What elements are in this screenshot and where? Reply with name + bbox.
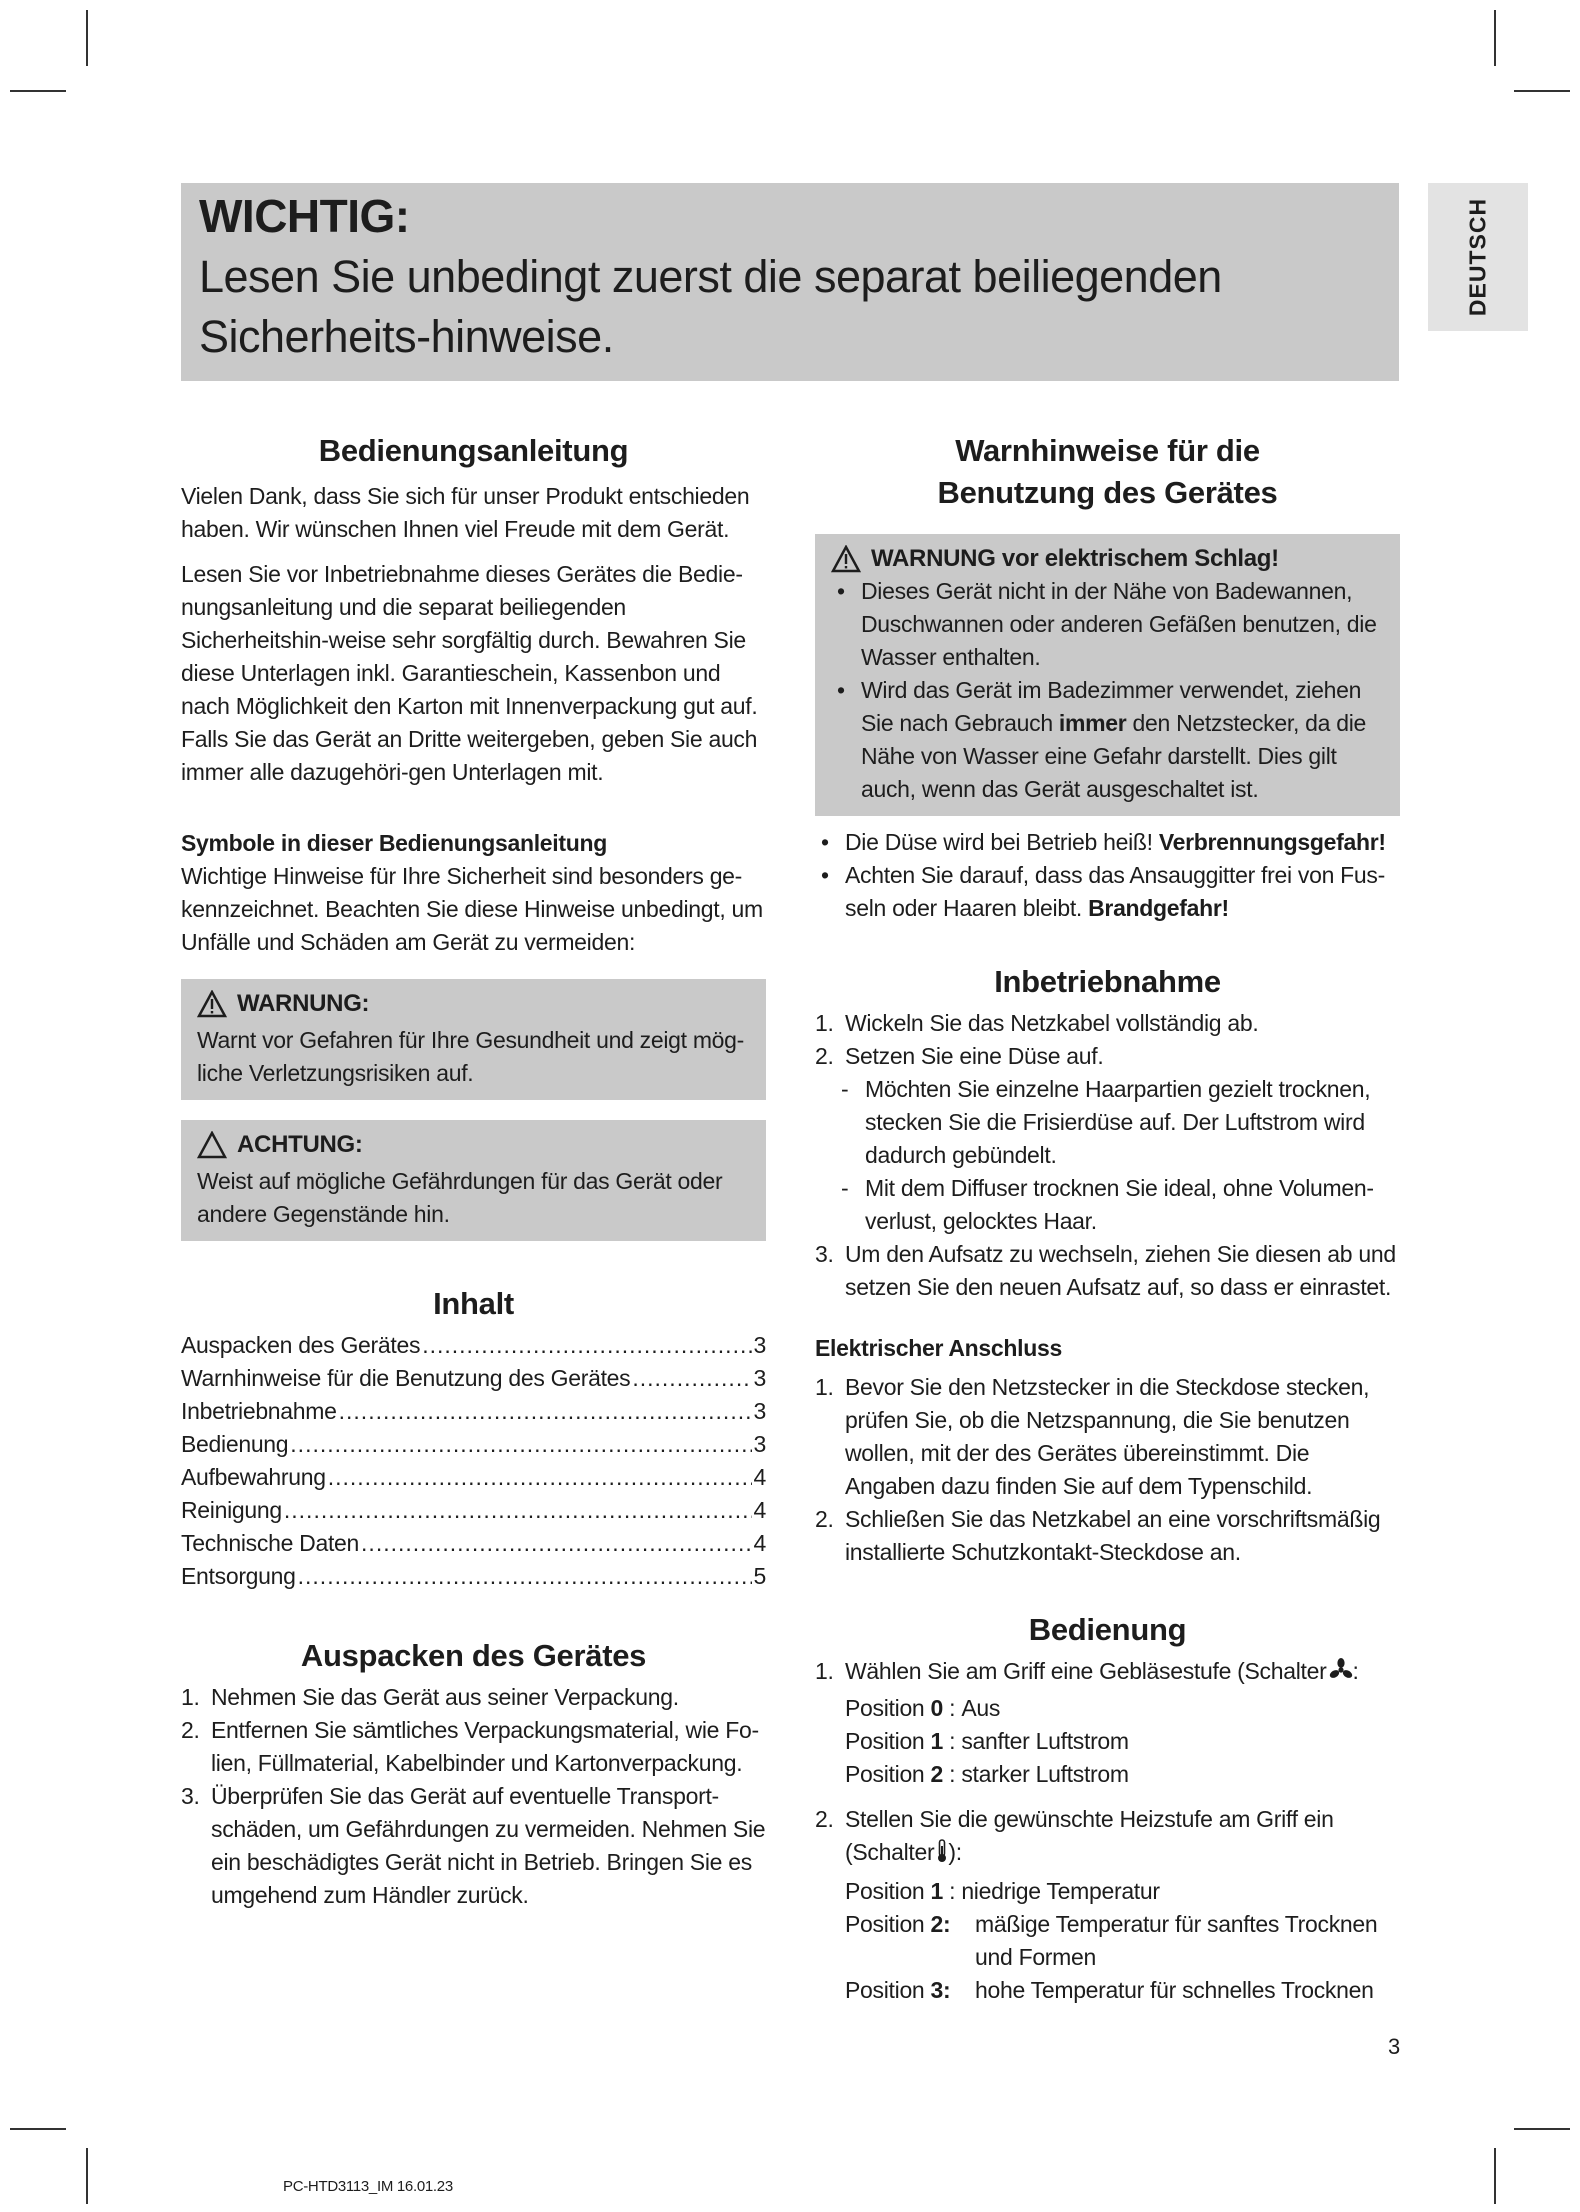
contents-title: Inhalt [433,1286,514,1321]
step-text: Setzen Sie eine Düse auf. [845,1043,1104,1069]
warning-box [181,979,766,1100]
toc-page: 3 [753,1332,766,1358]
position-description: Aus [961,1695,1001,1721]
step-number: 1. [815,1658,834,1684]
toc-label: Inbetriebnahme [181,1398,337,1424]
list-item [815,859,1400,925]
fan-icon [1329,1658,1353,1682]
crop-mark [1514,2128,1570,2130]
toc-label: Aufbewahrung [181,1464,326,1490]
list-item [815,826,1400,859]
step-text: Bevor Sie den Netzstecker in die Steckdose stecken, prüfen Sie, ob die Netzspannung, die Sie benutzen wollen, mit der des Gerätes übereinstimmt. Die Angaben dazu finden Sie auf dem Typenschild. [845,1374,1370,1499]
toc-label: Auspacken des Gerätes [181,1332,421,1358]
warnings-title-line-2: Benutzung des Gerätes [937,475,1278,510]
position-word: Position [845,1911,925,1937]
list-item [815,1172,1400,1238]
toc-page: 3 [753,1431,766,1457]
toc-entry[interactable] [181,1428,766,1461]
bullet-text: Achten Sie darauf, dass das Ansauggitter frei von Fus-seln oder Haaren bleibt. [845,862,1385,921]
heat-positions [815,1875,1400,2007]
heat-position-row [845,1908,1400,1974]
step-number: 2. [815,1806,834,1832]
unpack-title: Auspacken des Gerätes [300,1638,647,1673]
step-number: 1. [815,1374,834,1400]
toc-label: Reinigung [181,1497,282,1523]
language-tab-label: DEUTSCH [1464,197,1491,317]
toc-entry[interactable] [181,1461,766,1494]
thermometer-icon [936,1839,948,1863]
step-number: 3. [181,1783,200,1809]
startup-steps [815,1007,1400,1073]
step-text: Schließen Sie das Netzkabel an eine vorschriftsmäßig installierte Schutzkontakt-Steckdose an. [845,1506,1381,1565]
list-item [181,1714,766,1780]
list-item [815,1503,1400,1569]
list-item [815,1040,1400,1073]
electric-steps [815,1371,1400,1569]
important-banner [181,183,1399,381]
page-number: 3 [1388,2034,1401,2059]
manual-title: Bedienungsanleitung [318,433,629,468]
toc-page: 3 [753,1398,766,1424]
crop-mark [1494,2148,1496,2204]
position-value: 2 [930,1761,944,1787]
list-item [815,1371,1400,1503]
operation-steps [815,1655,1400,1688]
toc-leader [422,1329,751,1362]
intro-paragraph-1: Vielen Dank, dass Sie sich für unser Produkt entschieden haben. Wir wünschen Ihnen viel Freude mit dem Gerät. [181,483,750,542]
shock-item-emphasis: immer [1058,710,1127,736]
crop-mark [86,2148,88,2204]
shock-item-text: den Netzstecker, da die Nähe von Wasser eine Gefahr darstellt. Dies gilt auch, wenn das Gerät ausgeschaltet ist. [861,710,1367,802]
position-value: 0 [930,1695,944,1721]
caution-box-title-row [197,1128,750,1161]
warning-bullets [815,826,1400,925]
shock-item-text: Dieses Gerät nicht in der Nähe von Badewannen, Duschwannen oder anderen Gefäßen benutzen, die Wasser enthalten. [861,578,1377,670]
warning-box-title: WARNUNG: [237,990,370,1017]
banner-text: Lesen Sie unbedingt zuerst die separat beiliegenden Sicherheits-hinweise. [199,251,1222,362]
warning-box-title-row [197,987,750,1020]
step-text: Wickeln Sie das Netzkabel vollständig ab. [845,1010,1259,1036]
step-text: Um den Aufsatz zu wechseln, ziehen Sie diesen ab und setzen Sie den neuen Aufsatz auf, so dass er einrastet. [845,1241,1396,1300]
toc-page: 4 [753,1497,766,1523]
step-number: 1. [181,1684,200,1710]
caution-box-text: Weist auf mögliche Gefährdungen für das Gerät oder andere Gegenstände hin. [197,1168,723,1227]
list-item [831,575,1384,674]
position-description: hohe Temperatur für schnelles Trocknen [975,1977,1374,2003]
step-number: 3. [815,1241,834,1267]
unpack-steps [181,1681,766,1912]
list-item [181,1681,766,1714]
toc-entry[interactable] [181,1494,766,1527]
position-word: Position [845,1977,925,2003]
crop-mark [86,10,88,66]
warning-triangle-icon [197,990,227,1018]
step-text: Überprüfen Sie das Gerät auf eventuelle Transport-schäden, um Gefährdungen zu vermeiden. Nehmen Sie ein beschädigtes Gerät nicht in Betrieb. Bringen Sie es umgehend zum Händler zurück. [211,1783,766,1908]
substep-text: Möchten Sie einzelne Haarpartien gezielt trocknen, stecken Sie die Frisierdüse auf. Der Luftstrom wird dadurch gebündelt. [865,1076,1371,1168]
bullet-emphasis: Verbrennungsgefahr! [1158,829,1386,855]
warning-box-text: Warnt vor Gefahren für Ihre Gesundheit und zeigt mög-liche Verletzungsrisiken auf. [197,1027,745,1086]
step-number: 2. [815,1043,834,1069]
position-word: Position [845,1695,925,1721]
bullet-text: Die Düse wird bei Betrieb heiß! [845,829,1159,855]
crop-mark [10,2128,66,2130]
shock-box-title-row [831,542,1384,575]
startup-substeps [815,1073,1400,1238]
symbols-text: Wichtige Hinweise für Ihre Sicherheit sind besonders ge-kennzeichnet. Beachten Sie diese Hinweise unbedingt, um Unfälle und Schäden am Gerät zu vermeiden: [181,863,763,955]
right-column [815,430,1400,2007]
shock-box-list [831,575,1384,806]
position-description: sanfter Luftstrom [961,1728,1129,1754]
step-text: Entfernen Sie sämtliches Verpackungsmaterial, wie Fo-lien, Füllmaterial, Kabelbinder und Kartonverpackung. [211,1717,759,1776]
toc-entry[interactable] [181,1362,766,1395]
toc-label: Technische Daten [181,1530,360,1556]
banner-heading: WICHTIG: [199,190,410,242]
fan-position-row: Position 2 : starker Luftstrom [845,1758,1400,1791]
list-item [815,1007,1400,1040]
list-item [831,674,1384,806]
list-item [815,1238,1400,1304]
position-word: Position [845,1761,925,1787]
position-value: 1 [930,1878,944,1904]
position-word: Position [845,1728,925,1754]
crop-mark [1494,10,1496,66]
fan-position-row: Position 1 : sanfter Luftstrom [845,1725,1400,1758]
heat-position-row: Position 1 : niedrige Temperatur [845,1875,1400,1908]
crop-mark [10,90,66,92]
toc-entry[interactable] [181,1395,766,1428]
toc-entry[interactable] [181,1329,766,1362]
toc-page: 3 [753,1365,766,1391]
shock-box-title: WARNUNG vor elektrischem Schlag! [871,545,1279,572]
toc-leader [290,1428,751,1461]
toc-leader [632,1362,751,1395]
toc-label: Entsorgung [181,1563,296,1589]
toc-label: Warnhinweise für die Benutzung des Gerätes [181,1365,631,1391]
toc-page: 4 [753,1464,766,1490]
electric-heading: Elektrischer Anschluss [815,1335,1062,1361]
position-description: starker Luftstrom [961,1761,1129,1787]
shock-item-text: Wird das Gerät im Badezimmer verwendet, ziehen Sie nach Gebrauch [861,677,1362,736]
position-value: 3: [930,1977,951,2003]
toc-leader [361,1527,751,1560]
position-value: 1 [930,1728,944,1754]
fan-position-row: Position 0 : Aus [845,1692,1400,1725]
startup-title: Inbetriebnahme [994,964,1221,999]
step-number: 2. [815,1506,834,1532]
toc-label: Bedienung [181,1431,289,1457]
symbols-heading: Symbole in dieser Bedienungsanleitung [181,830,607,856]
step-number: 1. [815,1010,834,1036]
crop-mark [1514,90,1570,92]
toc-entry[interactable] [181,1527,766,1560]
heat-position-row [845,1974,1400,2007]
toc-leader [339,1395,752,1428]
caution-box [181,1120,766,1241]
step-text-end: ): [948,1839,962,1865]
step-text: Wählen Sie am Griff eine Gebläsestufe (Schalter [845,1658,1327,1684]
toc-leader [298,1560,752,1593]
position-description: mäßige Temperatur für sanftes Trocknen und Formen [975,1911,1378,1970]
list-item [815,1655,1400,1688]
list-item [181,1780,766,1912]
operation-title: Bedienung [1028,1612,1187,1647]
step-text: Stellen Sie die gewünschte Heizstufe am Griff ein (Schalter [845,1806,1334,1865]
substep-text: Mit dem Diffuser trocknen Sie ideal, ohne Volumen-verlust, gelocktes Haar. [865,1175,1374,1234]
list-item [815,1073,1400,1172]
warnings-title-line-1: Warnhinweise für die [955,433,1260,468]
caution-triangle-icon [197,1131,227,1159]
toc-page: 5 [753,1563,766,1589]
footer-document-code: PC-HTD3113_IM 16.01.23 [283,2178,453,2195]
operation-steps-2 [815,1803,1400,1869]
toc-leader [284,1494,752,1527]
fan-positions [815,1692,1400,1791]
step-number: 2. [181,1717,200,1743]
step-text: Nehmen Sie das Gerät aus seiner Verpackung. [211,1684,679,1710]
toc-page: 4 [753,1530,766,1556]
table-of-contents [181,1329,766,1593]
electric-shock-box [815,534,1400,816]
left-column [181,430,766,1912]
position-value: 2: [930,1911,951,1937]
list-item [815,1803,1400,1869]
intro-paragraph-2: Lesen Sie vor Inbetriebnahme dieses Gerätes die Bedie-nungsanleitung und die separat beiliegenden Sicherheitshin-weise sehr sorgfältig durch. Bewahren Sie diese Unterlagen inkl. Garantieschein, Kassenbon und nach Möglichkeit den Karton mit Innenverpackung gut auf. Falls Sie das Gerät an Dritte weitergeben, geben Sie auch immer alle dazugehöri-gen Unterlagen mit. [181,561,758,785]
caution-box-title: ACHTUNG: [237,1131,363,1158]
startup-steps-continued [815,1238,1400,1304]
position-word: Position [845,1878,925,1904]
position-description: niedrige Temperatur [961,1878,1160,1904]
toc-leader [328,1461,752,1494]
language-tab [1428,183,1528,331]
toc-entry[interactable] [181,1560,766,1593]
warning-triangle-icon [831,545,861,573]
step-text-end: : [1352,1658,1359,1684]
bullet-emphasis: Brandgefahr! [1088,895,1229,921]
